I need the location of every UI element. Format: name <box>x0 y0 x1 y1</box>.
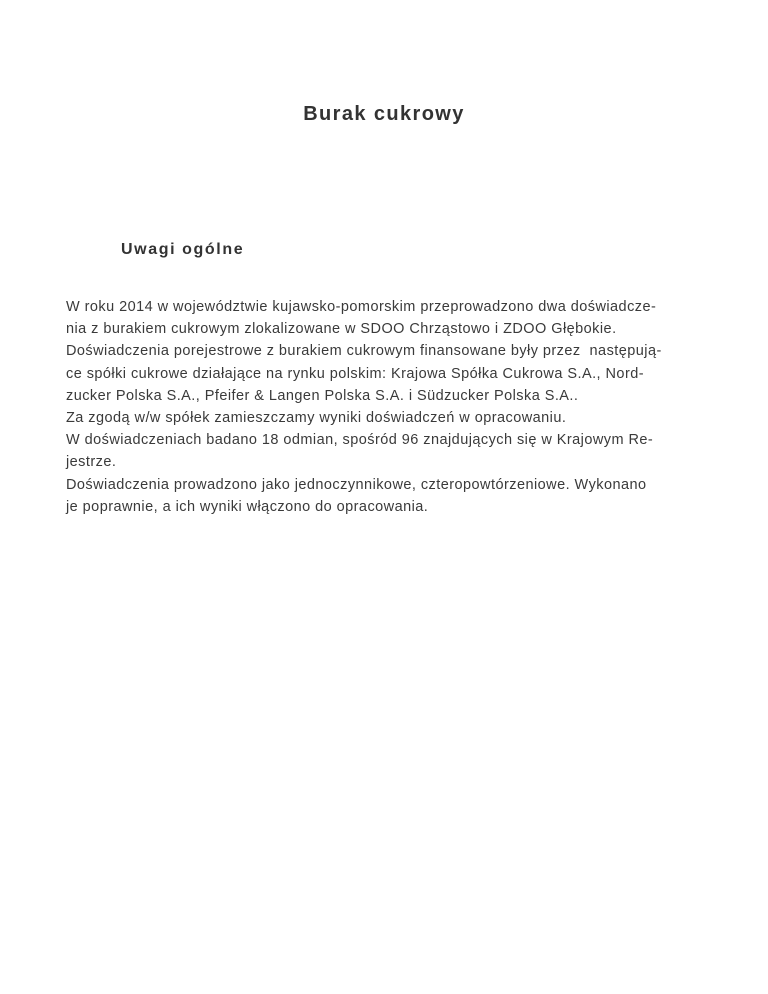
page-title: Burak cukrowy <box>303 103 465 125</box>
paragraph-line: nia z burakiem cukrowym zlokalizowane w SDOO Chrząstowo i ZDOO Głębokie. <box>66 321 617 338</box>
paragraph-line: ce spółki cukrowe działające na rynku polskim: Krajowa Spółka Cukrowa S.A., Nord- <box>66 365 645 382</box>
paragraph-line: zucker Polska S.A., Pfeifer & Langen Polska S.A. i Südzucker Polska S.A.. <box>66 387 579 404</box>
section-heading: Uwagi ogólne <box>121 241 245 258</box>
paragraph-line: jestrze. <box>66 454 117 471</box>
body-paragraph <box>66 296 726 518</box>
paragraph-line: W roku 2014 w województwie kujawsko-pomorskim przeprowadzono dwa doświadcze- <box>66 299 657 315</box>
paragraph-line: je poprawnie, a ich wyniki włączono do opracowania. <box>66 498 429 515</box>
paragraph-line: Doświadczenia prowadzono jako jednoczynnikowe, czteropowtórzeniowe. Wykonano <box>66 476 647 493</box>
paragraph-line: Za zgodą w/w spółek zamieszczamy wyniki doświadczeń w opracowaniu. <box>66 410 567 427</box>
paragraph-line: W doświadczeniach badano 18 odmian, spośród 96 znajdujących się w Krajowym Re- <box>66 432 654 449</box>
paragraph-line: Doświadczenia porejestrowe z burakiem cukrowym finansowane były przez następują- <box>66 343 662 360</box>
